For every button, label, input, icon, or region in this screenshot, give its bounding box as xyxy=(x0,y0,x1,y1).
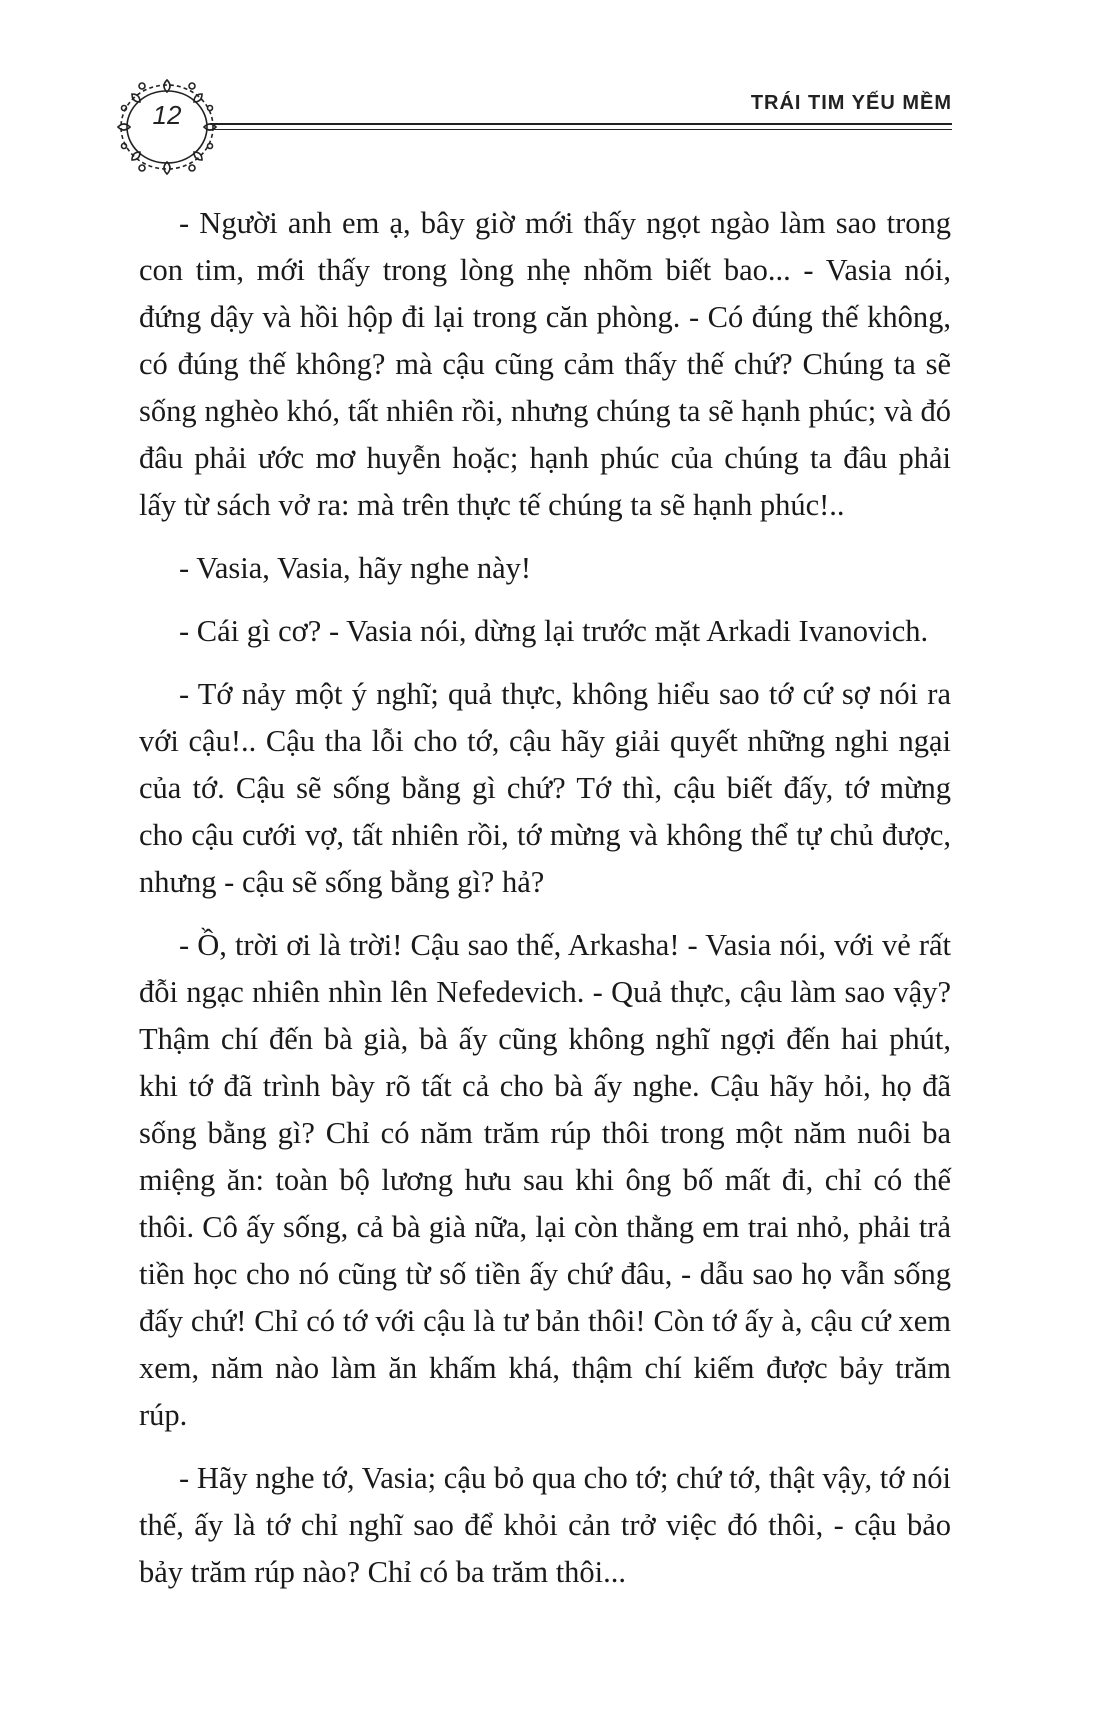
paragraph: - Hãy nghe tớ, Vasia; cậu bỏ qua cho tớ; chứ tớ, thật vậy, tớ nói thế, ấy là tớ chỉ nghĩ sao để khỏi cản trở việc đó thôi, - cậu bảo bảy trăm rúp nào? Chỉ có ba trăm thôi... xyxy=(139,1461,951,1589)
running-title: TRÁI TIM YẾU MỀM xyxy=(750,92,952,114)
header-rule xyxy=(210,123,952,125)
paragraph: - Người anh em ạ, bây giờ mới thấy ngọt ngào làm sao trong con tim, mới thấy trong lòng nhẹ nhõm biết bao... - Vasia nói, đứng dậy và hồi hộp đi lại trong căn phòng. - Có đúng thế không, có đúng thế không? mà cậu cũng cảm thấy thế chứ? Chúng ta sẽ sống nghèo khó, tất nhiên rồi, nhưng chúng ta sẽ hạnh phúc; và đó đâu phải ước mơ huyễn hoặc; hạnh phúc của chúng ta đâu phải lấy từ sách vở ra: mà trên thực tế chúng ta sẽ hạnh phúc!.. xyxy=(139,206,951,522)
body-text xyxy=(139,200,951,1612)
paragraph: - Tớ nảy một ý nghĩ; quả thực, không hiểu sao tớ cứ sợ nói ra với cậu!.. Cậu tha lỗi cho tớ, cậu hãy giải quyết những nghi ngại của tớ. Cậu sẽ sống bằng gì chứ? Tớ thì, cậu biết đấy, tớ mừng cho cậu cưới vợ, tất nhiên rồi, tớ mừng và không thể tự chủ được, nhưng - cậu sẽ sống bằng gì? hả? xyxy=(139,677,951,899)
paragraph: - Cái gì cơ? - Vasia nói, dừng lại trước mặt Arkadi Ivanovich. xyxy=(179,614,929,648)
header-rule-thin xyxy=(210,129,952,130)
paragraph: - Vasia, Vasia, hãy nghe này! xyxy=(179,551,532,585)
page-header xyxy=(0,0,1103,200)
paragraph: - Ồ, trời ơi là trời! Cậu sao thế, Arkasha! - Vasia nói, với vẻ rất đỗi ngạc nhiên nhìn lên Nefedevich. - Quả thực, cậu làm sao vậy? Thậm chí đến bà già, bà ấy cũng không nghĩ ngợi đến hai phút, khi tớ đã trình bày rõ tất cả cho bà ấy nghe. Cậu hãy hỏi, họ đã sống bằng gì? Chỉ có năm trăm rúp thôi trong một năm nuôi ba miệng ăn: toàn bộ lương hưu sau khi ông bố mất đi, chỉ có thế thôi. Cô ấy sống, cả bà già nữa, lại còn thằng em trai nhỏ, phải trả tiền học cho nó cũng từ số tiền ấy chứ đâu, - dẫu sao họ vẫn sống đấy chứ! Chỉ có tớ với cậu là tư bản thôi! Còn tớ ấy à, cậu cứ xem xem, năm nào làm ăn khấm khá, thậm chí kiếm được bảy trăm rúp. xyxy=(139,928,951,1432)
page-number: 12 xyxy=(152,100,182,130)
